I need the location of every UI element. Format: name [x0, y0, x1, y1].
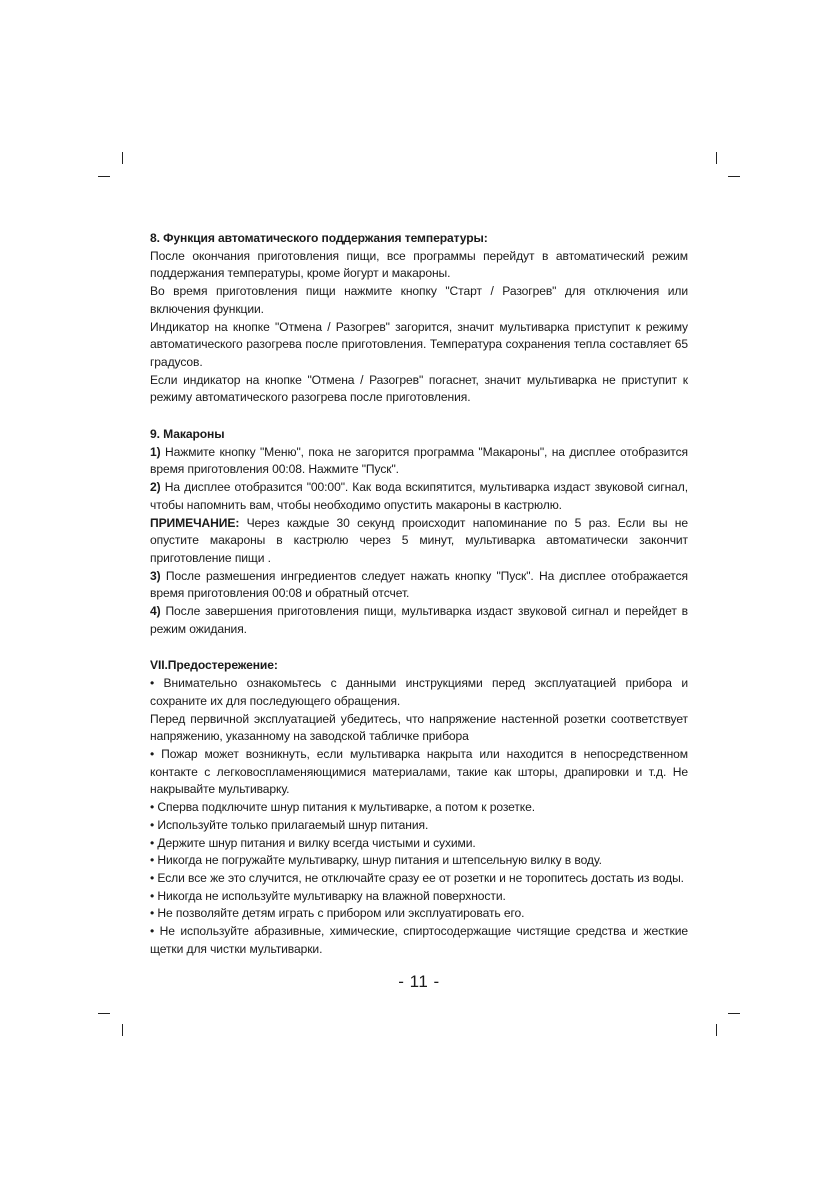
- step-text: После завершения приготовления пищи, мультиварка издаст звуковой сигнал и перейдет в режим ожидания.: [150, 604, 689, 636]
- step-number: 1): [150, 444, 161, 459]
- bullet-item: • Никогда не погружайте мультиварку, шнур питания и штепсельную вилку в воду.: [150, 853, 602, 868]
- note-item: [150, 515, 688, 568]
- paragraph: Во время приготовления пищи нажмите кнопку "Старт / Разогрев" для отключения или включения функции.: [150, 284, 688, 316]
- paragraph: Индикатор на кнопке "Отмена / Разогрев" загорится, значит мультиварка приступит к режиму автоматического разогрева после приготовления. Температура сохранения тепла составляет 65 градусов.: [150, 319, 688, 369]
- section-heading: 8. Функция автоматического поддержания температуры:: [150, 231, 488, 245]
- step-number: 3): [150, 568, 161, 583]
- step-text: После размешения ингредиентов следует нажать кнопку "Пуск". На дисплее отображается время приготовления 00:08 и обратный отсчет.: [150, 568, 688, 601]
- step-item: [150, 444, 688, 479]
- section-auto-keep-warm: [150, 230, 688, 407]
- note-label: ПРИМЕЧАНИЕ:: [150, 515, 240, 530]
- bullet-item: • Используйте только прилагаемый шнур питания.: [150, 817, 429, 832]
- bullet-item: • Никогда не используйте мультиварку на влажной поверхности.: [150, 888, 506, 903]
- step-item: [150, 479, 688, 514]
- crop-mark-top-right-vertical: [716, 152, 717, 164]
- crop-mark-top-right-horizontal: [728, 176, 740, 177]
- step-text: На дисплее отобразится "00:00". Как вода вскипятится, мультиварка издаст звуковой сигнал, чтобы напомнить вам, чтобы необходимо опустить макароны в кастрюлю.: [150, 480, 688, 512]
- bullet-item: • Не используйте абразивные, химические, спиртосодержащие чистящие средства и жесткие щетки для чистки мультиварки.: [150, 924, 688, 956]
- paragraph: Перед первичной эксплуатацией убедитесь, что напряжение настенной розетки соответствует напряжению, указанному на заводской табличке прибора: [150, 711, 688, 744]
- section-heading: VII.Предостережение:: [150, 658, 278, 673]
- section-heading: 9. Макароны: [150, 427, 225, 442]
- note-text: Через каждые 30 секунд происходит напоминание по 5 раз. Если вы не опустите макароны в кастрюлю через 5 минут, мультиварка автоматически закончит приготовление пищи .: [150, 515, 688, 565]
- page-content: [150, 230, 688, 977]
- step-number: 4): [150, 604, 161, 619]
- crop-mark-bottom-right-horizontal: [728, 1013, 740, 1014]
- step-number: 2): [150, 480, 161, 495]
- crop-mark-top-left-horizontal: [98, 176, 110, 177]
- step-item: [150, 568, 688, 603]
- bullet-item: • Не позволяйте детям играть с прибором или эксплуатировать его.: [150, 906, 525, 921]
- crop-mark-bottom-left-vertical: [122, 1024, 123, 1036]
- section-pasta: [150, 426, 688, 638]
- crop-mark-bottom-right-vertical: [716, 1024, 717, 1036]
- bullet-item: • Пожар может возникнуть, если мультиварка накрыта или находится в непосредственном контакте с легковоспламеняющимися материалами, такие как шторы, драпировки и т.д. Не накрывайте мультиварку.: [150, 746, 688, 797]
- bullet-item: • Внимательно ознакомьтесь с данными инструкциями перед эксплуатацией прибора и сохраните их для последующего обращения.: [150, 676, 688, 708]
- bullet-item: • Держите шнур питания и вилку всегда чистыми и сухими.: [150, 835, 476, 850]
- bullet-item: • Если все же это случится, не отключайте сразу ее от розетки и не торопитесь достать из воды.: [150, 870, 684, 885]
- section-precautions: [150, 657, 688, 958]
- crop-mark-top-left-vertical: [122, 152, 123, 164]
- step-text: Нажмите кнопку "Меню", пока не загорится программа "Макароны", на дисплее отобразится время приготовления 00:08. Нажмите "Пуск".: [150, 444, 688, 477]
- crop-mark-bottom-left-horizontal: [98, 1013, 110, 1014]
- step-item: [150, 603, 688, 638]
- page-number: - 11 -: [398, 972, 440, 991]
- paragraph: После окончания приготовления пищи, все программы перейдут в автоматический режим поддержания температуры, кроме йогурт и макароны.: [150, 248, 688, 281]
- bullet-item: • Сперва подключите шнур питания к мультиварке, а потом к розетке.: [150, 800, 536, 815]
- paragraph: Если индикатор на кнопке "Отмена / Разогрев" погаснет, значит мультиварка не приступит к режиму автоматического разогрева после приготовления.: [150, 372, 688, 405]
